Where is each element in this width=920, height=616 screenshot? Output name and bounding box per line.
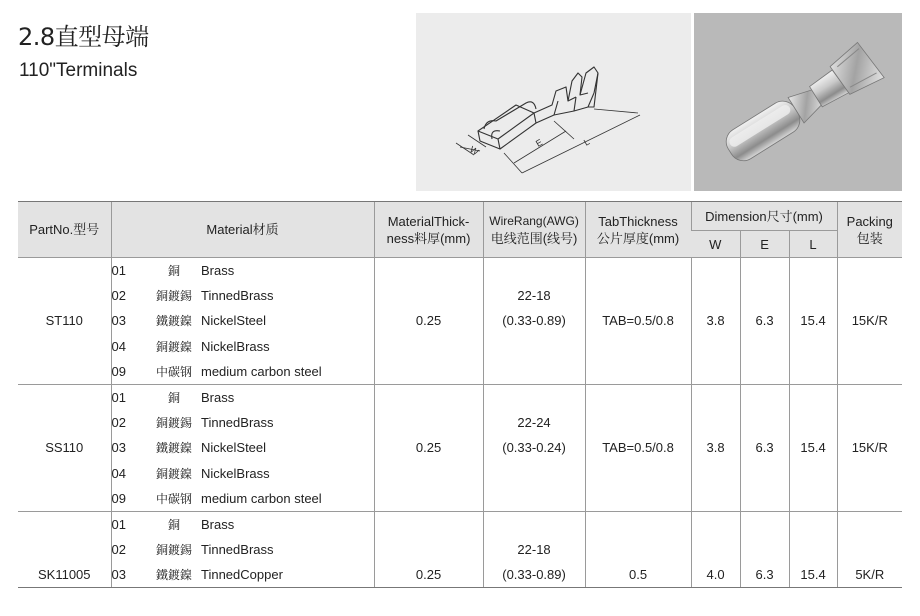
page-subtitle: 110"Terminals (19, 60, 138, 81)
dim-e-cell: 6.3 (740, 308, 789, 333)
material-name-cn: 銅鍍鎳 (155, 466, 192, 481)
tab-thickness-cell (585, 283, 691, 308)
tab-thickness-cell (585, 359, 691, 385)
material-code: 02 (111, 542, 126, 558)
dim-w-cell (691, 334, 740, 359)
dim-l-cell (789, 334, 837, 359)
part-number-cell (18, 359, 111, 385)
dim-e-cell (740, 359, 789, 385)
tab-thickness-cell (585, 384, 691, 410)
packing-cell (837, 486, 902, 512)
tab-thickness-cell: 0.5 (585, 562, 691, 588)
dim-l-cell (789, 537, 837, 562)
thickness-cell: 0.25 (374, 435, 483, 460)
part-number-cell (18, 334, 111, 359)
material-name-cn: 銅 (147, 258, 201, 284)
packing-cell: 15K/R (837, 308, 902, 333)
table-row (18, 461, 902, 486)
dim-e-cell (740, 283, 789, 308)
material-name-cn: 銅 (147, 511, 201, 537)
part-number-cell (18, 283, 111, 308)
dim-w-cell (691, 410, 740, 435)
wire-range-cell (483, 486, 585, 512)
material-code: 09 (111, 363, 126, 379)
dim-w-cell (691, 461, 740, 486)
dim-label-w: W (467, 144, 481, 158)
header-tab-thickness: TabThickness 公片厚度(mm) (585, 202, 691, 258)
tab-thickness-cell (585, 486, 691, 512)
packing-cell (837, 334, 902, 359)
material-code: 09 (111, 490, 126, 506)
dim-e-cell (740, 258, 789, 284)
thickness-cell: 0.25 (374, 308, 483, 333)
material-name-en: medium carbon steel (201, 363, 322, 379)
thickness-cell (374, 359, 483, 385)
dim-e-cell (740, 334, 789, 359)
tab-thickness-cell: TAB=0.5/0.8 (585, 435, 691, 460)
material-name-en: TinnedCopper (201, 562, 374, 588)
dim-w-cell: 4.0 (691, 562, 740, 588)
material-name-en: NickelSteel (201, 440, 267, 456)
wire-range-cell (483, 461, 585, 486)
material-name-cn: 鐵鍍鎳 (155, 314, 192, 329)
terminal-dimension-drawing (416, 13, 691, 191)
material-code: 04 (111, 338, 126, 354)
dim-l-cell (789, 461, 837, 486)
material-code: 03 (111, 562, 147, 588)
material-name-en: medium carbon steel (201, 490, 322, 506)
tab-thickness-cell: TAB=0.5/0.8 (585, 308, 691, 333)
dim-w-cell: 3.8 (691, 308, 740, 333)
dim-l-cell (789, 486, 837, 512)
dim-e-cell (740, 537, 789, 562)
material-name-en: NickelBrass (201, 338, 270, 354)
tab-thickness-cell (585, 537, 691, 562)
tab-thickness-cell (585, 461, 691, 486)
dim-w-cell (691, 283, 740, 308)
dim-e-cell (740, 486, 789, 512)
material-name-cn: 中碳钢 (155, 491, 192, 506)
dim-e-cell: 6.3 (740, 562, 789, 588)
table-row (18, 334, 902, 359)
wire-range-cell: 22-18 (483, 283, 585, 308)
header-dim-w: W (691, 231, 740, 258)
packing-cell (837, 511, 902, 537)
tab-thickness-cell (585, 410, 691, 435)
material-name-en: NickelBrass (201, 465, 270, 481)
header-dim-l: L (789, 231, 837, 258)
material-code: 03 (111, 440, 126, 456)
part-number-cell (18, 258, 111, 284)
thickness-cell (374, 384, 483, 410)
packing-cell (837, 410, 902, 435)
dim-l-cell: 15.4 (789, 308, 837, 333)
dim-e-cell (740, 384, 789, 410)
wire-range-cell (483, 359, 585, 385)
dim-w-cell (691, 384, 740, 410)
packing-cell (837, 384, 902, 410)
material-name-en: Brass (201, 384, 374, 410)
material-name-cn: 鐵鍍鎳 (155, 441, 192, 456)
thickness-cell (374, 283, 483, 308)
table-row (18, 308, 902, 333)
wire-range-cell (483, 258, 585, 284)
material-code: 01 (111, 384, 147, 410)
material-name-cn: 中碳钢 (155, 364, 192, 379)
tab-thickness-cell (585, 511, 691, 537)
material-name-en: Brass (201, 258, 374, 284)
thickness-cell (374, 334, 483, 359)
header-dim-e: E (740, 231, 789, 258)
part-number-cell (18, 461, 111, 486)
dim-w-cell (691, 486, 740, 512)
part-number-cell: SK11005 (18, 562, 111, 588)
dim-l-cell: 15.4 (789, 435, 837, 460)
material-code: 04 (111, 465, 126, 481)
part-number-cell: ST110 (18, 308, 111, 333)
dim-label-l: L (582, 136, 592, 148)
table-row (18, 511, 902, 537)
part-number-cell: SS110 (18, 435, 111, 460)
packing-cell (837, 359, 902, 385)
thickness-cell: 0.25 (374, 562, 483, 588)
part-number-cell (18, 410, 111, 435)
dim-e-cell (740, 410, 789, 435)
dim-e-cell: 6.3 (740, 435, 789, 460)
dim-w-cell (691, 537, 740, 562)
dim-l-cell (789, 410, 837, 435)
thickness-cell (374, 486, 483, 512)
table-row (18, 258, 902, 284)
header-packing: Packing 包装 (837, 202, 902, 258)
table-row (18, 537, 902, 562)
dim-w-cell (691, 258, 740, 284)
material-name-en: TinnedBrass (201, 542, 274, 558)
table-row (18, 359, 902, 385)
packing-cell (837, 258, 902, 284)
terminal-spec-table (18, 201, 902, 588)
header-thickness: MaterialThick- ness料厚(mm) (374, 202, 483, 258)
material-name-en: Brass (201, 511, 374, 537)
material-name-cn: 銅鍍錫 (155, 289, 192, 304)
table-row (18, 486, 902, 512)
header-dimension: Dimension尺寸(mm) (691, 202, 837, 231)
wire-range-cell (483, 511, 585, 537)
thickness-cell (374, 511, 483, 537)
material-name-cn: 銅鍍錫 (155, 543, 192, 558)
dim-e-cell (740, 461, 789, 486)
part-number-cell (18, 511, 111, 537)
dim-l-cell (789, 359, 837, 385)
table-row (18, 410, 902, 435)
thickness-cell (374, 537, 483, 562)
packing-cell (837, 537, 902, 562)
page-title: 2.8直型母端 (18, 23, 149, 51)
dim-w-cell: 3.8 (691, 435, 740, 460)
material-code: 02 (111, 415, 126, 431)
part-number-cell (18, 384, 111, 410)
tab-thickness-cell (585, 334, 691, 359)
wire-range-cell: 22-24 (483, 410, 585, 435)
material-name-cn: 銅鍍鎳 (155, 339, 192, 354)
table-row (18, 283, 902, 308)
header-material: Material材质 (111, 202, 374, 258)
dim-l-cell (789, 283, 837, 308)
wire-range-cell: (0.33-0.24) (483, 435, 585, 460)
thickness-cell (374, 461, 483, 486)
part-number-cell (18, 486, 111, 512)
packing-cell (837, 283, 902, 308)
material-code: 02 (111, 288, 126, 304)
wire-range-cell: 22-18 (483, 537, 585, 562)
dim-l-cell (789, 511, 837, 537)
material-name-cn: 銅 (147, 384, 201, 410)
dim-l-cell (789, 258, 837, 284)
material-code: 01 (111, 258, 147, 284)
material-name-cn: 鐵鍍鎳 (147, 562, 201, 588)
material-name-en: NickelSteel (201, 313, 267, 329)
material-name-en: TinnedBrass (201, 415, 274, 431)
header-wire-range: WireRang(AWG) 电线范围(线号) (483, 202, 585, 258)
dim-w-cell (691, 359, 740, 385)
part-number-cell (18, 537, 111, 562)
dim-label-e: E (534, 137, 545, 149)
dim-e-cell (740, 511, 789, 537)
terminal-photo (694, 13, 902, 191)
packing-cell: 15K/R (837, 435, 902, 460)
thickness-cell (374, 258, 483, 284)
wire-range-cell (483, 334, 585, 359)
material-name-cn: 銅鍍錫 (155, 416, 192, 431)
dim-l-cell (789, 384, 837, 410)
packing-cell (837, 461, 902, 486)
wire-range-cell: (0.33-0.89) (483, 562, 585, 588)
table-row (18, 435, 902, 460)
header-part-no: PartNo.型号 (18, 202, 111, 258)
table-row (18, 384, 902, 410)
material-code: 01 (111, 511, 147, 537)
material-code: 03 (111, 313, 126, 329)
wire-range-cell (483, 384, 585, 410)
tab-thickness-cell (585, 258, 691, 284)
material-name-en: TinnedBrass (201, 288, 274, 304)
dim-w-cell (691, 511, 740, 537)
table-row (18, 562, 902, 588)
packing-cell: 5K/R (837, 562, 902, 588)
dim-l-cell: 15.4 (789, 562, 837, 588)
thickness-cell (374, 410, 483, 435)
wire-range-cell: (0.33-0.89) (483, 308, 585, 333)
